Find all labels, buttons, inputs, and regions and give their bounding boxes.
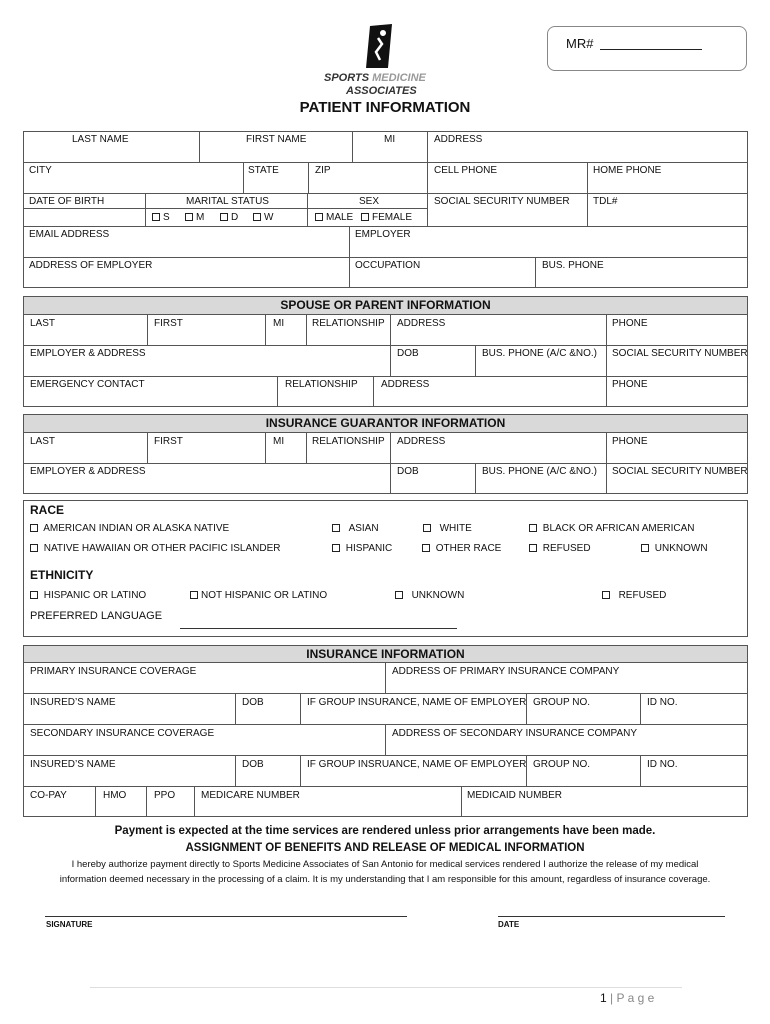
date-line[interactable] bbox=[498, 916, 725, 917]
insured-dob-label: DOB bbox=[242, 697, 264, 708]
ethnicity-title: ETHNICITY bbox=[30, 568, 94, 582]
guarantor-phone-label: PHONE bbox=[612, 436, 648, 447]
spouse-dob-label: DOB bbox=[397, 348, 419, 359]
spouse-relationship-label: RELATIONSHIP bbox=[312, 318, 385, 329]
ssn-label: SOCIAL SECURITY NUMBER bbox=[434, 196, 570, 207]
page-title: PATIENT INFORMATION bbox=[299, 99, 471, 116]
ethnicity-option-unknown[interactable]: UNKNOWN bbox=[395, 590, 464, 602]
spouse-address-label: ADDRESS bbox=[397, 318, 446, 329]
primary-insurance-label: PRIMARY INSURANCE COVERAGE bbox=[30, 666, 197, 677]
preferred-language-line[interactable] bbox=[180, 628, 457, 629]
guarantor-address-label: ADDRESS bbox=[397, 436, 446, 447]
last-name-label: LAST NAME bbox=[72, 134, 129, 145]
assignment-title: ASSIGNMENT OF BENEFITS AND RELEASE OF MEDICAL INFORMATION bbox=[185, 842, 585, 854]
mr-fill-line bbox=[600, 49, 702, 50]
marital-option-w[interactable]: W bbox=[253, 212, 273, 224]
emergency-address-label: ADDRESS bbox=[381, 379, 430, 390]
checkbox-icon bbox=[641, 544, 649, 552]
group-no-label: GROUP NO. bbox=[533, 697, 591, 708]
insured-name-label: INSURED’S NAME bbox=[30, 697, 116, 708]
emergency-phone-label: PHONE bbox=[612, 379, 648, 390]
assignment-text-line1: I hereby authorize payment directly to Sports Medicine Associates of San Antonio for medical services rendered I authorize the release of my medical bbox=[71, 859, 699, 870]
checkbox-icon bbox=[529, 544, 537, 552]
insured-dob2-label: DOB bbox=[242, 759, 264, 770]
checkbox-icon bbox=[152, 213, 160, 221]
footer-rule bbox=[90, 987, 682, 988]
employer-label: EMPLOYER bbox=[355, 229, 411, 240]
spouse-last-label: LAST bbox=[30, 318, 56, 329]
checkbox-icon bbox=[332, 544, 340, 552]
mi-label: MI bbox=[384, 134, 396, 145]
secondary-insurance-label: SECONDARY INSURANCE COVERAGE bbox=[30, 728, 215, 739]
marital-option-m[interactable]: M bbox=[185, 212, 204, 224]
hmo-label: HMO bbox=[103, 790, 127, 801]
logo-text-line1: SPORTS MEDICINE bbox=[324, 72, 426, 84]
zip-label: ZIP bbox=[315, 165, 331, 176]
insurance-section-title: INSURANCE INFORMATION bbox=[24, 646, 747, 663]
city-label: CITY bbox=[29, 165, 52, 176]
medicare-label: MEDICARE NUMBER bbox=[201, 790, 300, 801]
race-option-black[interactable]: BLACK OR AFRICAN AMERICAN bbox=[529, 523, 694, 535]
mr-label: MR# bbox=[566, 36, 594, 51]
guarantor-dob-label: DOB bbox=[397, 466, 419, 477]
spouse-bus-phone-label: BUS. PHONE (A/C &NO.) bbox=[482, 348, 598, 359]
marital-option-d[interactable]: D bbox=[220, 212, 238, 224]
medicaid-label: MEDICAID NUMBER bbox=[467, 790, 563, 801]
race-option-unknown[interactable]: UNKNOWN bbox=[641, 543, 708, 555]
cell-phone-label: CELL PHONE bbox=[434, 165, 497, 176]
checkbox-icon bbox=[395, 591, 403, 599]
guarantor-section-title: INSURANCE GUARANTOR INFORMATION bbox=[24, 415, 747, 433]
address-label: ADDRESS bbox=[434, 134, 483, 145]
logo-text-line2: ASSOCIATES bbox=[346, 85, 417, 97]
race-option-native-hawaiian[interactable]: NATIVE HAWAIIAN OR OTHER PACIFIC ISLANDER bbox=[30, 543, 280, 555]
spouse-section-title: SPOUSE OR PARENT INFORMATION bbox=[24, 297, 747, 315]
emergency-relationship-label: RELATIONSHIP bbox=[285, 379, 358, 390]
marital-option-s[interactable]: S bbox=[152, 212, 170, 224]
guarantor-last-label: LAST bbox=[30, 436, 56, 447]
signature-label: SIGNATURE bbox=[46, 920, 93, 929]
checkbox-icon bbox=[361, 213, 369, 221]
id-no-label: ID NO. bbox=[647, 697, 678, 708]
race-option-american-indian[interactable]: AMERICAN INDIAN OR ALASKA NATIVE bbox=[30, 523, 229, 535]
guarantor-ssn-label: SOCIAL SECURITY NUMBER bbox=[612, 466, 748, 477]
spouse-ssn-label: SOCIAL SECURITY NUMBER bbox=[612, 348, 748, 359]
checkbox-icon bbox=[423, 524, 431, 532]
marital-status-label: MARITAL STATUS bbox=[186, 196, 269, 207]
race-option-white[interactable]: WHITE bbox=[423, 523, 472, 535]
runner-logo-icon bbox=[320, 18, 450, 74]
assignment-text-line2: information deemed necessary in the processing of a claim. It is my understanding that I am responsible for this amount, regardless of insurance coverage. bbox=[59, 874, 711, 885]
sex-label: SEX bbox=[359, 196, 380, 207]
bus-phone-label: BUS. PHONE bbox=[542, 260, 604, 271]
group-employer2-label: IF GROUP INSRUANCE, NAME OF EMPLOYER bbox=[307, 759, 527, 770]
checkbox-icon bbox=[332, 524, 340, 532]
guarantor-employer-address-label: EMPLOYER & ADDRESS bbox=[30, 466, 146, 477]
group-no2-label: GROUP NO. bbox=[533, 759, 591, 770]
checkbox-icon bbox=[190, 591, 198, 599]
group-employer-label: IF GROUP INSURANCE, NAME OF EMPLOYER bbox=[307, 697, 527, 708]
checkbox-icon bbox=[602, 591, 610, 599]
sex-option-male[interactable]: MALE bbox=[315, 212, 353, 224]
checkbox-icon bbox=[220, 213, 228, 221]
guarantor-bus-phone-label: BUS. PHONE (A/C &NO.) bbox=[482, 466, 598, 477]
emergency-contact-label: EMERGENCY CONTACT bbox=[30, 379, 145, 390]
first-name-label: FIRST NAME bbox=[246, 134, 307, 145]
page-word: P a g e bbox=[616, 991, 655, 1005]
checkbox-icon bbox=[529, 524, 537, 532]
home-phone-label: HOME PHONE bbox=[593, 165, 662, 176]
primary-insurance-address-label: ADDRESS OF PRIMARY INSURANCE COMPANY bbox=[392, 666, 620, 677]
insured-name2-label: INSURED’S NAME bbox=[30, 759, 116, 770]
logo bbox=[320, 18, 450, 98]
race-option-refused[interactable]: REFUSED bbox=[529, 543, 591, 555]
payment-notice: Payment is expected at the time services are rendered unless prior arrangements have been made. bbox=[114, 825, 656, 837]
email-label: EMAIL ADDRESS bbox=[29, 229, 110, 240]
sex-option-female[interactable]: FEMALE bbox=[361, 212, 412, 224]
occupation-label: OCCUPATION bbox=[355, 260, 421, 271]
checkbox-icon bbox=[30, 591, 38, 599]
ppo-label: PPO bbox=[154, 790, 176, 801]
guarantor-mi-label: MI bbox=[273, 436, 285, 447]
ethnicity-option-refused[interactable]: REFUSED bbox=[602, 590, 666, 602]
ethnicity-option-not-hispanic[interactable]: NOT HISPANIC OR LATINO bbox=[190, 590, 327, 602]
page-number: 1 bbox=[600, 991, 607, 1005]
ethnicity-option-hispanic[interactable]: HISPANIC OR LATINO bbox=[30, 590, 146, 602]
address-of-employer-label: ADDRESS OF EMPLOYER bbox=[29, 260, 153, 271]
copay-label: CO-PAY bbox=[30, 790, 67, 801]
checkbox-icon bbox=[185, 213, 193, 221]
checkbox-icon bbox=[30, 524, 38, 532]
state-label: STATE bbox=[248, 165, 279, 176]
secondary-insurance-address-label: ADDRESS OF SECONDARY INSURANCE COMPANY bbox=[392, 728, 638, 739]
race-option-hispanic[interactable]: HISPANIC bbox=[332, 543, 392, 555]
page-separator: | bbox=[610, 991, 614, 1005]
preferred-language-label: PREFERRED LANGUAGE bbox=[30, 610, 163, 622]
id-no2-label: ID NO. bbox=[647, 759, 678, 770]
checkbox-icon bbox=[253, 213, 261, 221]
spouse-phone-label: PHONE bbox=[612, 318, 648, 329]
race-option-asian[interactable]: ASIAN bbox=[332, 523, 379, 535]
guarantor-relationship-label: RELATIONSHIP bbox=[312, 436, 385, 447]
checkbox-icon bbox=[422, 544, 430, 552]
tdl-label: TDL# bbox=[593, 196, 618, 207]
race-title: RACE bbox=[30, 503, 65, 517]
spouse-mi-label: MI bbox=[273, 318, 285, 329]
mr-box[interactable] bbox=[547, 26, 747, 71]
signature-line[interactable] bbox=[45, 916, 407, 917]
page-footer bbox=[600, 991, 654, 1005]
spouse-first-label: FIRST bbox=[154, 318, 183, 329]
checkbox-icon bbox=[315, 213, 323, 221]
dob-label: DATE OF BIRTH bbox=[29, 196, 105, 207]
race-option-other[interactable]: OTHER RACE bbox=[422, 543, 501, 555]
spouse-employer-address-label: EMPLOYER & ADDRESS bbox=[30, 348, 146, 359]
checkbox-icon bbox=[30, 544, 38, 552]
date-label: DATE bbox=[498, 920, 520, 929]
guarantor-first-label: FIRST bbox=[154, 436, 183, 447]
